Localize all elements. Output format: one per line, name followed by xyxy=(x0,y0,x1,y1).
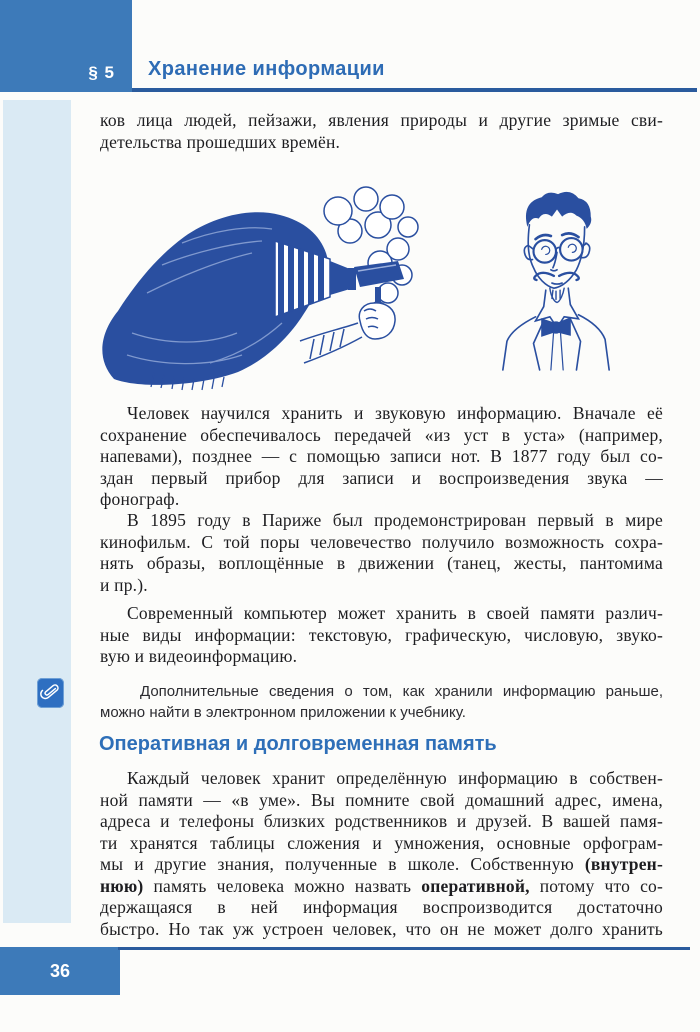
nose xyxy=(551,252,557,270)
hair xyxy=(526,192,591,229)
smoke-icon xyxy=(324,187,418,320)
hand xyxy=(359,303,395,339)
footer-rule xyxy=(118,947,690,950)
bold-term-inner: (внутрен- xyxy=(584,854,663,874)
bow-tie xyxy=(542,318,571,336)
supplementary-note: Дополнительные сведения о том, как хранили информацию раньше, можно найти в электронном приложении к учебнику. xyxy=(100,683,663,721)
paragraph-sound-recording: Человек научился хранить и звуковую информацию. Вначале её сохранение обеспечивалось передачей «из уст в уста» (например, напевами), позднее — с помощью записи нот. В 1877 году был со- здан первый прибор для записи и воспроизведения звука — фонограф. xyxy=(100,403,663,509)
glasses-icon xyxy=(529,238,586,263)
goatee xyxy=(550,288,564,302)
paragraph-intro: ков лица людей, пейзажи, явления природы и другие зримые сви- детельства прошедших времён. xyxy=(100,110,663,152)
bold-term-inner-cont: нюю) xyxy=(100,875,144,896)
line-with-bold: мы и другие знания, полученные в школе. Собственную (внутрен- xyxy=(100,854,663,874)
header-rule xyxy=(132,88,697,92)
page-number: 36 xyxy=(49,961,71,981)
paragraph-computer-memory: Современный компьютер может хранить в своей памяти различ- ные виды информации: текстовую, графическую, числовую, звуко- вую и видеоинформацию. xyxy=(100,603,663,666)
man-portrait-illustration xyxy=(492,188,620,372)
left-eyebrow xyxy=(536,235,551,239)
lens-cone xyxy=(330,261,350,295)
line-with-bold: нюю) память человека можно назвать оперативной, потому что со- xyxy=(100,875,664,896)
lens-barrel xyxy=(348,268,356,290)
section-number-badge xyxy=(0,0,132,92)
paragraph-cinema: В 1895 году в Париже был продемонстрирован первый в мире кинофильм. С той поры человечество получило возможность сохра- нять образы, воплощённые в движении (танец, жесты, пантомима и пр.). xyxy=(100,510,663,595)
paperclip-icon xyxy=(40,682,61,704)
paragraph-human-memory: Каждый человек хранит определённую информацию в собствен- ной памяти — «в уме». Вы помните свой домашний адрес, имена, адреса и телефоны близких родственников и друзей. В вашей памя- ти хранятся таблицы сложения и умножения, основные орфограм- мы и другие знания, полученные в школе. Собственную (внутрен- нюю) память человека можно назвать оперативной, потому что со- держащаяся в ней информация воспроизводится достаточно быстро. Но так уж устроен человек, что он не может долго хранить xyxy=(100,768,664,939)
section-heading: Оперативная и долговременная память xyxy=(99,733,497,755)
neck xyxy=(544,288,571,306)
bold-term-operative: оперативной, xyxy=(421,875,530,896)
left-margin-strip xyxy=(3,100,71,923)
sleeve xyxy=(300,323,362,363)
right-eyebrow xyxy=(562,233,578,237)
section-number: § 5 xyxy=(88,63,115,82)
photographer-camera-illustration xyxy=(92,183,422,393)
page-title: Хранение информации xyxy=(148,58,385,80)
mouth xyxy=(552,283,562,284)
note-badge xyxy=(37,678,64,708)
page-number-badge xyxy=(0,947,120,995)
